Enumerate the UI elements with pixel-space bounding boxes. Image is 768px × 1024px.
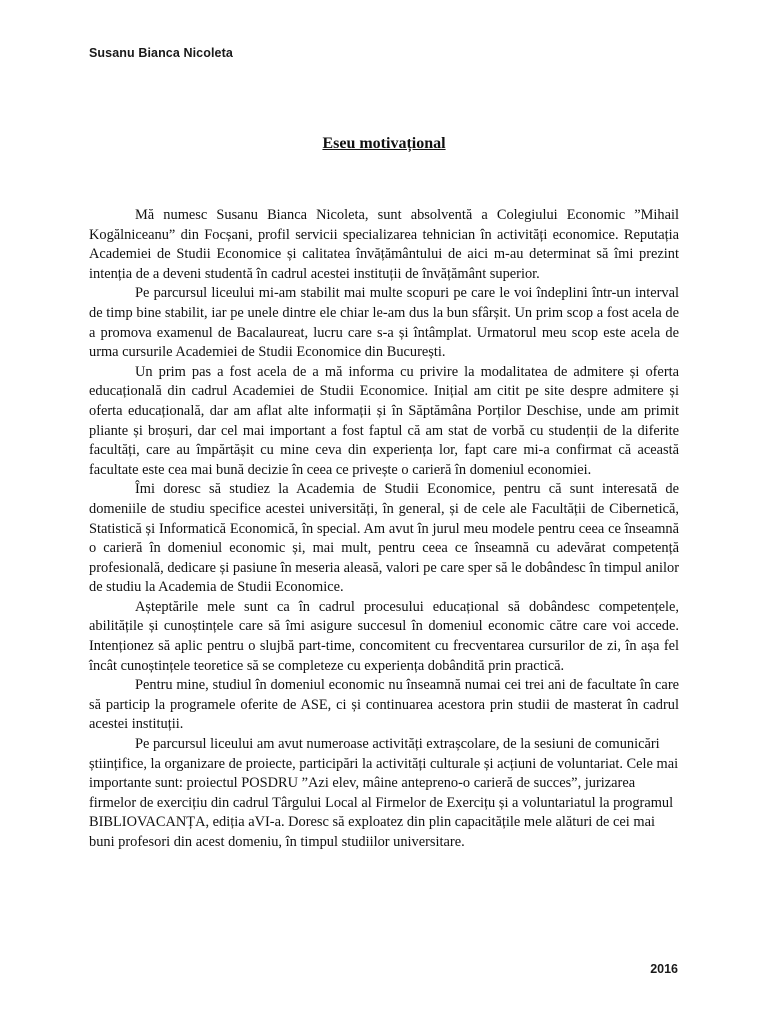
paragraph-information: Un prim pas a fost acela de a mă informa cu privire la modalitatea de admitere și oferta educațională din cadrul Academiei de Studii Economice. Inițial am citit pe site despre admitere și oferta educațională, dar am aflat alte informații și în Săptămâna Porților Deschise, unde am primit pliante și broșuri, dar cel mai important a fost faptul că am stat de vorbă cu studenții de la diferite facultăți, care au împărtășit cu mine ceva din experiența lor, fapt care mi-a confirmat că această facultate este cea mai bună decizie în ceea ce privește o carieră în domeniul economiei. (89, 363, 679, 478)
document-body (89, 206, 679, 853)
header-author-name: Susanu Bianca Nicoleta (89, 46, 233, 60)
footer-year: 2016 (650, 962, 678, 976)
document-title: Eseu motivațional (322, 135, 446, 152)
paragraph-introduction: Mă numesc Susanu Bianca Nicoleta, sunt absolventă a Colegiului Economic ”Mihail Kogălniceanu” din Focșani, profil servicii specializarea tehnician în activități economice. Reputația Academiei de Studii Economice și calitatea învățământului de aici m-au determinat să îmi prezint intenția de a deveni studentă în cadrul acestei instituții de învățământ superior. (89, 207, 679, 282)
paragraph-activities: Pe parcursul liceului am avut numeroase activități extrașcolare, de la sesiuni de comunicări științifice, la organizare de proiecte, participări la activități culturale și acțiuni de voluntariat. Cele mai importante sunt: proiectul POSDRU ”Azi elev, mâine antepreno-o carieră de succes”, jurizarea firmelor de exercițiu din cadrul Târgului Local al Firmelor de Exercițu și a voluntariatul la programul BIBLIOVACANȚA, ediția aVI-a. Doresc să exploatez din plin capacitățile mele alături de cei mai buni profesori din acest domeniu, în timpul studiilor universitare. (89, 736, 679, 850)
paragraph-future-studies: Pentru mine, studiul în domeniul economic nu înseamnă numai cei trei ani de facultate în care să particip la programele oferite de ASE, ci și continuarea acestora prin studii de masterat în cadrul acestei instituții. (89, 677, 679, 733)
paragraph-motivation: Îmi doresc să studiez la Academia de Studii Economice, pentru că sunt interesată de domeniile de studiu specifice acestei universități, în general, și de cele ale Facultății de Cibernetică, Statistică și Informatică Economică, în special. Am avut în jurul meu modele pentru ceea ce înseamnă o carieră în domeniul economic și, mai mult, pentru ceea ce înseamnă cu adevărat competență profesională, dedicare și pasiune în meseria aleasă, valori pe care sper să le dobândesc în timpul anilor de studiu la Academia de Studii Economice. (89, 481, 679, 596)
paragraph-expectations: Așteptările mele sunt ca în cadrul procesului educațional să dobândesc competențele, abilitățile și cunoștințele care să îmi asigure succesul în domeniul economic către care voi accede. Intenționez să aplic pentru o slujbă part-time, concomitent cu frecventarea cursurilor de zi, în așa fel încât cunoștințele teoretice să se completeze cu experiența dobândită prin practică. (89, 598, 679, 674)
paragraph-goals: Pe parcursul liceului mi-am stabilit mai multe scopuri pe care le voi îndeplini într-un interval de timp bine stabilit, iar pe unele dintre ele chiar le-am dus la bun sfârșit. Un prim scop a fost acela de a promova examenul de Bacalaureat, lucru care s-a și întâmplat. Urmatorul meu scop este acela de urma cursurile Academiei de Studii Economice din București. (89, 285, 679, 361)
